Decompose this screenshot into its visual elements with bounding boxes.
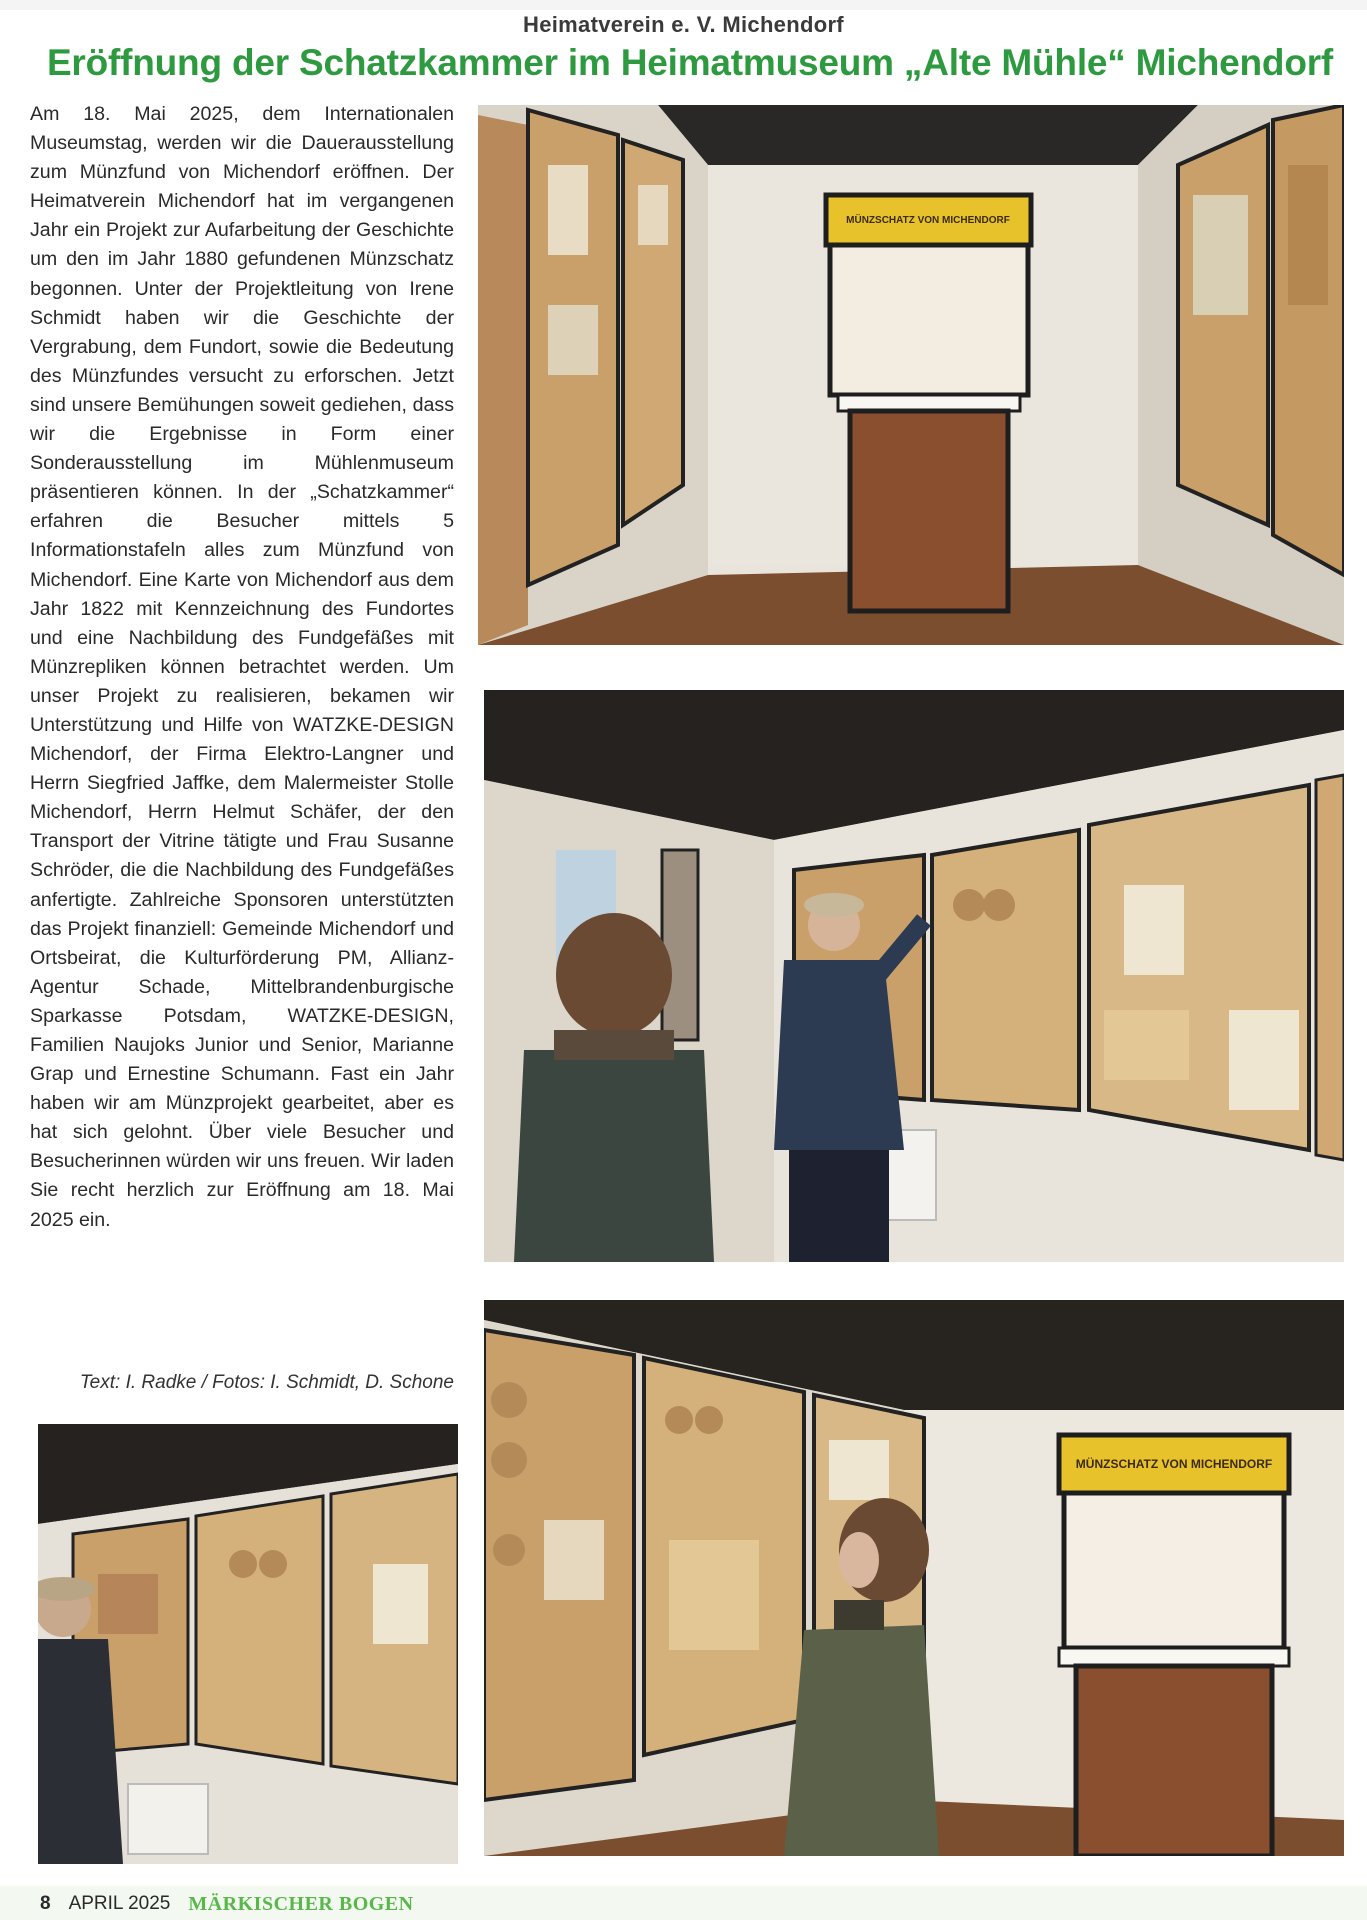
section-kicker: Heimatverein e. V. Michendorf xyxy=(523,12,844,37)
issue-date: APRIL 2025 xyxy=(68,1893,171,1914)
magazine-name: MÄRKISCHER BOGEN xyxy=(188,1892,414,1915)
vitrine-sign-text: MÜNZSCHATZ VON MICHENDORF xyxy=(846,215,1010,226)
article-body: Am 18. Mai 2025, dem Internationalen Museumstag, werden wir die Dauerausstellung zum Münzfund von Michendorf eröffnen. Der Heimatverein Michendorf hat im vergangenen Jahr ein Projekt zur Aufarbeitung der Geschichte um den im Jahr 1880 gefundenen Münzschatz begonnen. Unter der Projektleitung von Irene Schmidt haben wir die Geschichte der Vergrabung, dem Fundort, sowie die Bedeutung des Münzfundes versucht zu erforschen. Jetzt sind unsere Bemühungen soweit gediehen, dass wir die Ergebnisse in Form einer Sonderausstellung im Mühlenmuseum präsentieren können. In der „Schatzkammer“ erfahren die Besucher mittels 5 Informationstafeln alles zum Münzfund von Michendorf. Eine Karte von Michendorf aus dem Jahr 1822 mit Kennzeichnung des Fundortes und eine Nachbildung des Fundgefäßes mit Münzrepliken können betrachtet werden. Um unser Projekt zu realisieren, bekamen wir Unterstützung und Hilfe von WATZKE-DESIGN Michendorf, der Firma Elektro-Langner und Herrn Siegfried Jaffke, dem Malermeister Stolle Michendorf, Herrn Helmut Schäfer, der den Transport der Vitrine tätigte und Frau Susanne Schröder, die die Nachbildung des Fundgefäßes anfertigte. Zahlreiche Sponsoren unterstützten das Projekt finanziell: Gemeinde Michendorf und Ortsbeirat, die Kulturförderung PM, Allianz-Agentur Schade, Mittelbrandenburgische Sparkasse Potsdam, WATZKE-DESIGN, Familien Naujoks Junior und Senior, Marianne Grap und Ernestine Schumann. Fast ein Jahr haben wir am Münzprojekt gearbeitet, aber es hat sich gelohnt. Über viele Besucher und Besucherinnen würden wir uns freuen. Wir laden Sie recht herzlich zur Eröffnung am 18. Mai 2025 ein. xyxy=(30,103,454,1231)
article-headline: Eröffnung der Schatzkammer im Heimatmuseum „Alte Mühle“ Michendorf xyxy=(46,42,1334,83)
page-footer xyxy=(40,1892,440,1916)
photo-credits: Text: I. Radke / Fotos: I. Schmidt, D. Schone xyxy=(79,1372,454,1393)
top-rule xyxy=(0,0,1367,10)
page-number: 8 xyxy=(40,1893,51,1914)
photo-vitrine-room xyxy=(478,105,1344,645)
photo-vitrine-visitor xyxy=(484,1300,1344,1856)
photo-panels-left-small xyxy=(38,1424,458,1864)
vitrine-sign-text-2: MÜNZSCHATZ VON MICHENDORF xyxy=(1075,1457,1273,1471)
photo-visitors-panels xyxy=(484,690,1344,1262)
